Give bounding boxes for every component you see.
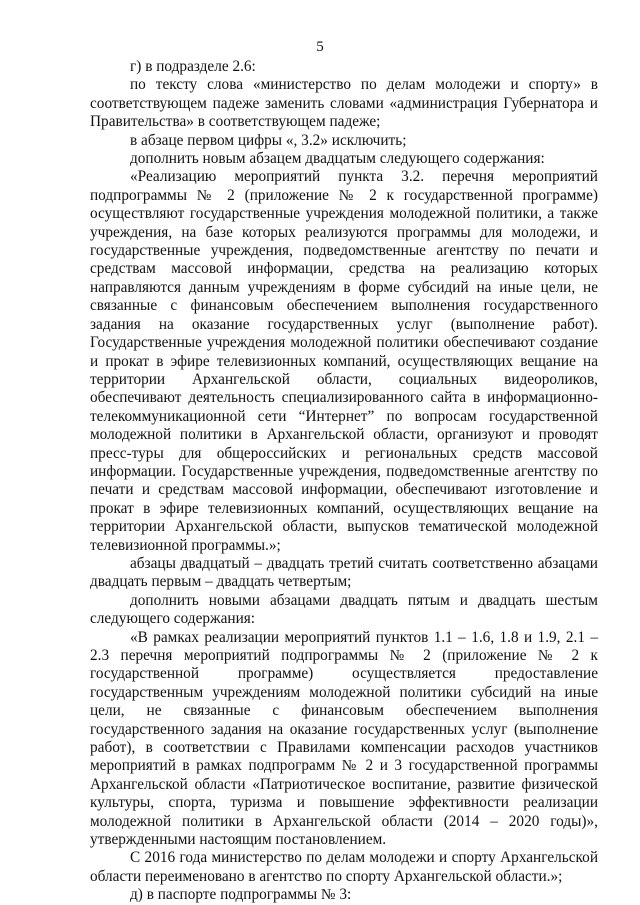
paragraph-add-twenty-fifth-intro: дополнить новыми абзацами двадцать пятым и двадцать шестым следующего содержания: xyxy=(90,591,598,628)
paragraph-quoted-implementation: «Реализацию мероприятий пункта 3.2. перечня мероприятий подпрограммы № 2 (приложение № 2 к государственной программе) осуществляют государственные учреждения молодежной политики, а также учреждения, на базе которых реализуются программы для молодежи, и государственные учреждения, подведомственные агентству по печати и средствам массовой информации, средства на реализацию которых направляются данным учреждениям в форме субсидий на иные цели, не связанные с финансовым обеспечением выполнения государственного задания на оказание государственных услуг (выполнение работ). Государственные учреждения молодежной политики обеспечивают создание и прокат в эфире телевизионных компаний, осуществляющих вещание на территории Архангельской области, социальных видеороликов, обеспечивают деятельность специализированного сайта в информационно-телекоммуникационной сети “Интернет” по вопросам государственной молодежной политики в Архангельской области, организуют и проводят пресс-туры для общероссийских и региональных средств массовой информации. Государственные учреждения, подведомственные агентству по печати и средствам массовой информации, обеспечивают изготовление и прокат в эфире телевизионных компаний, осуществляющих вещание на территории Архангельской области, выпусков тематической молодежной телевизионной программы.»; xyxy=(90,168,598,554)
paragraph-exclude-digits: в абзаце первом цифры «, 3.2» исключить; xyxy=(130,131,407,149)
paragraph-quoted-subsidies: «В рамках реализации мероприятий пунктов 1.1 – 1.6, 1.8 и 1.9, 2.1 – 2.3 перечня мероприятий подпрограммы № 2 (приложение № 2 к государственной программе) осуществляется предоставление государственным учреждениям молодежной политики субсидий на иные цели, не связанные с финансовым обеспечением выполнения государственного задания на оказание государственных услуг (выполнение работ), в соответствии с Правилами компенсации расходов участников мероприятий в рамках подпрограмм № 2 и 3 государственной программы Архангельской области «Патриотическое воспитание, развитие физической культуры, спорта, туризма и повышение эффективности реализации молодежной политики в Архангельской области (2014 – 2020 годы)», утвержденными настоящим постановлением. xyxy=(90,628,598,849)
paragraph-subprogram-passport: д) в паспорте подпрограммы № 3: xyxy=(130,886,352,904)
document-body xyxy=(90,58,598,905)
paragraph-quoted-rename: С 2016 года министерство по делам молодежи и спорту Архангельской области переименовано в агентство по спорту Архангельской области.»; xyxy=(90,849,598,885)
paragraph-subsection-heading: г) в подразделе 2.6: xyxy=(130,58,256,75)
paragraph-add-twentieth-intro: дополнить новым абзацем двадцатым следующего содержания: xyxy=(130,150,545,168)
paragraph-renumber-paragraphs: абзацы двадцатый – двадцать третий считать соответственно абзацами двадцать первым – двадцать четвертым; xyxy=(90,554,598,591)
page-number: 5 xyxy=(316,39,324,55)
paragraph-replace-words: по тексту слова «министерство по делам молодежи и спорту» в соответствующем падеже заменить словами «администрация Губернатора и Правительства» в соответствующем падеже; xyxy=(90,76,598,131)
